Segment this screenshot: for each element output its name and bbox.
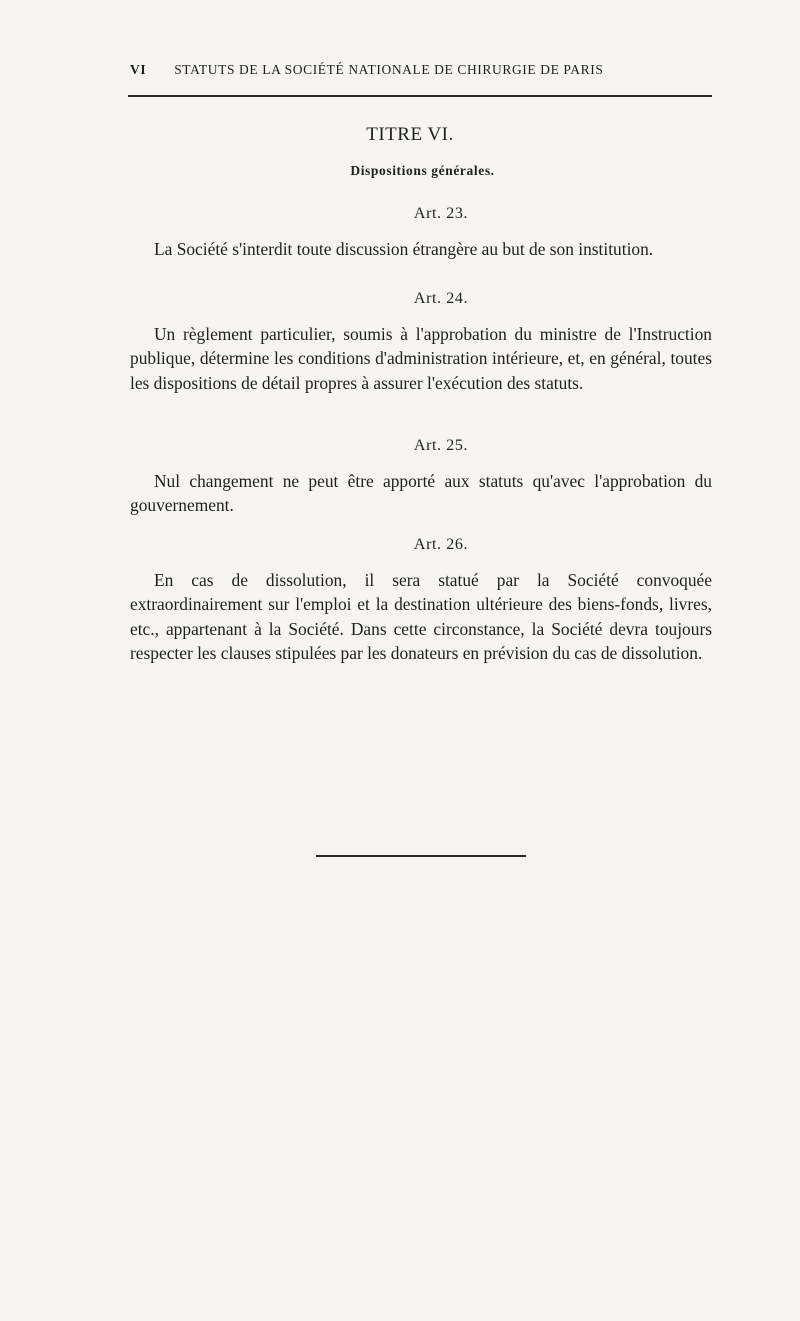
section-subtitle: Dispositions générales. (350, 163, 495, 178)
header-rule (128, 95, 712, 97)
article-24 (130, 290, 712, 395)
article-body: Nul changement ne peut être apporté aux statuts qu'avec l'approbation du gouvernement. (130, 471, 712, 516)
closing-rule (316, 855, 526, 857)
page-folio: VI (130, 62, 147, 77)
article-heading: Art. 26. (413, 536, 469, 553)
article-body: La Société s'interdit toute discussion étrangère au but de son institution. (154, 239, 654, 259)
running-header (130, 62, 712, 78)
article-heading: Art. 25. (413, 437, 469, 454)
running-title: STATUTS DE LA SOCIÉTÉ NATIONALE DE CHIRURGIE DE PARIS (174, 62, 604, 77)
section-title: TITRE VI. (366, 124, 454, 145)
article-body: Un règlement particulier, soumis à l'approbation du ministre de l'Instruction publique, détermine les conditions d'administration intérieure, et, en général, toutes les dispositions de détail propres à assurer l'exécution des statuts. (130, 324, 712, 393)
article-heading: Art. 23. (413, 205, 469, 222)
article-26 (130, 536, 712, 666)
article-body: En cas de dissolution, il sera statué par la Société convoquée extraordinairement sur l'emploi et la destination ultérieure des biens-fonds, livres, etc., appartenant à la Société. Dans cette circonstance, la Société devra toujours respecter les clauses stipulées par les donateurs en prévision du cas de dissolution. (130, 570, 712, 664)
article-23 (130, 205, 712, 261)
article-25 (130, 437, 712, 518)
article-heading: Art. 24. (413, 290, 469, 307)
